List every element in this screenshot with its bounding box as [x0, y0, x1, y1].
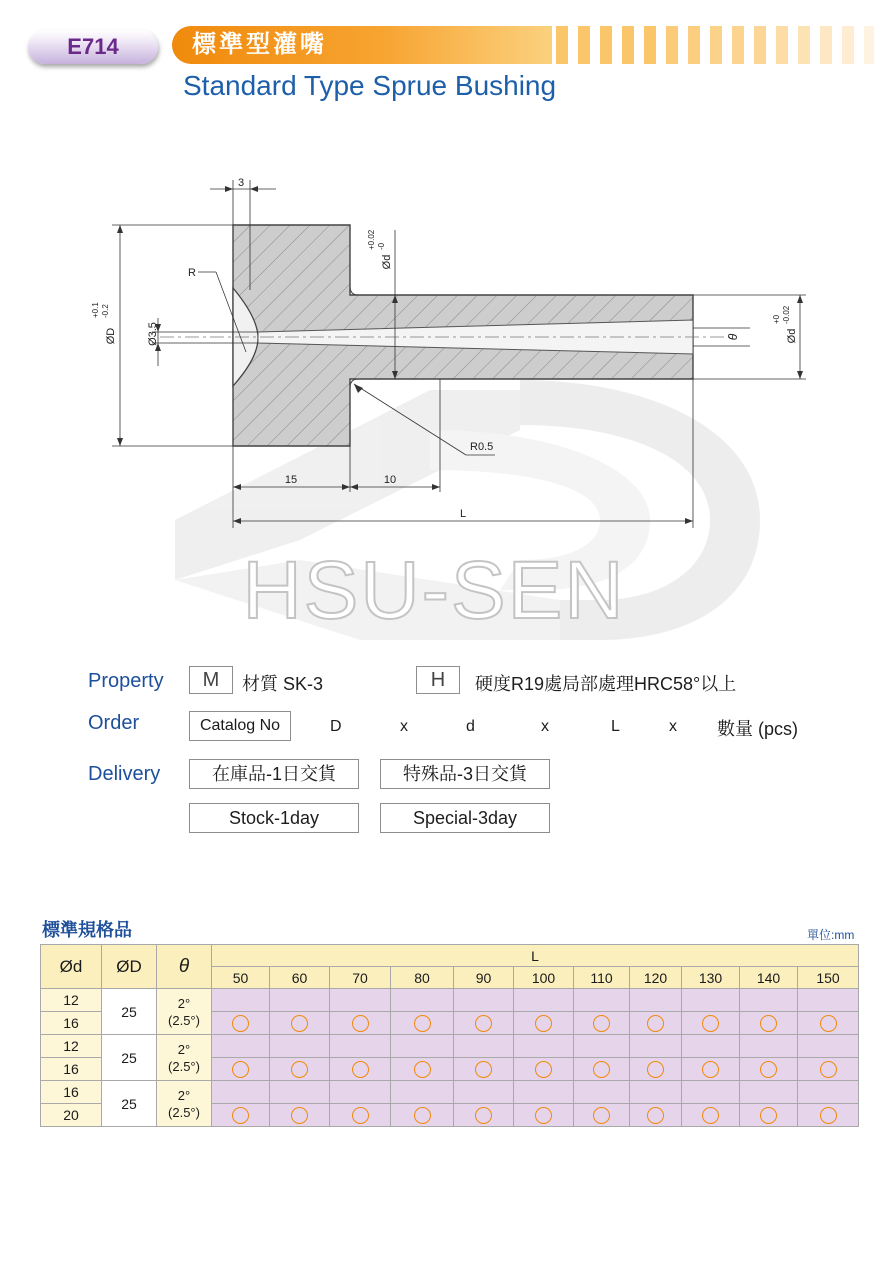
stock-circle-icon [760, 1107, 777, 1124]
header-L-value: 130 [682, 967, 740, 989]
availability-empty [740, 1035, 798, 1058]
dim-15-label: 15 [284, 474, 298, 486]
cell-D: 25 [102, 1035, 157, 1081]
availability-empty [514, 1035, 574, 1058]
stock-circle-icon [232, 1107, 249, 1124]
availability-empty [270, 1081, 330, 1104]
availability-cell [630, 1058, 682, 1081]
property-h-box: H [416, 666, 460, 694]
stock-circle-icon [475, 1015, 492, 1032]
availability-empty [574, 1081, 630, 1104]
availability-empty [330, 1035, 391, 1058]
stock-circle-icon [352, 1015, 369, 1032]
availability-cell [212, 1104, 270, 1127]
dim-l-label: L [459, 508, 467, 520]
header-L-value: 80 [391, 967, 454, 989]
cell-D: 25 [102, 989, 157, 1035]
stock-circle-icon [291, 1061, 308, 1078]
dim-dsmall-tol-lower: -0 [377, 242, 386, 250]
cell-theta [157, 1035, 212, 1081]
delivery-special-zh: 特殊品-3日交貨 [380, 759, 550, 789]
availability-cell [212, 1012, 270, 1035]
availability-empty [630, 989, 682, 1012]
property-hardness: 硬度R19處局部處理HRC58°以上 [475, 674, 737, 694]
property-label: Property [88, 670, 164, 692]
catalog-code-badge: E714 [28, 30, 158, 64]
cell-theta-main: 2° [177, 995, 191, 1011]
availability-cell [391, 1104, 454, 1127]
table-unit: 單位:mm [807, 928, 855, 942]
availability-empty [212, 1035, 270, 1058]
availability-cell [682, 1058, 740, 1081]
stock-circle-icon [414, 1107, 431, 1124]
dim-35-label: Ø3.5 [147, 322, 159, 346]
header-L-value: 90 [454, 967, 514, 989]
order-catalog-box: Catalog No [189, 711, 291, 741]
availability-cell [391, 1012, 454, 1035]
stock-circle-icon [352, 1107, 369, 1124]
cell-d: 20 [41, 1104, 102, 1127]
availability-empty [270, 1035, 330, 1058]
stock-circle-icon [702, 1107, 719, 1124]
page-title-en: Standard Type Sprue Bushing [183, 70, 557, 101]
availability-cell [630, 1104, 682, 1127]
availability-empty [740, 989, 798, 1012]
availability-cell [798, 1104, 859, 1127]
stock-circle-icon [702, 1015, 719, 1032]
label-r: R [188, 267, 196, 279]
availability-cell [574, 1058, 630, 1081]
availability-cell [212, 1058, 270, 1081]
order-token-x2: x [541, 718, 549, 735]
stock-circle-icon [414, 1061, 431, 1078]
stock-circle-icon [760, 1015, 777, 1032]
page-title-zh: 標準型灌嘴 [172, 26, 552, 64]
stock-circle-icon [702, 1061, 719, 1078]
stock-circle-icon [475, 1107, 492, 1124]
availability-cell [682, 1104, 740, 1127]
stock-circle-icon [820, 1107, 837, 1124]
label-theta: θ [726, 333, 740, 341]
dim-dbig-tol-upper: +0.1 [91, 302, 100, 318]
stock-circle-icon [647, 1061, 664, 1078]
availability-empty [630, 1081, 682, 1104]
header-theta: θ [157, 945, 212, 989]
cell-theta-alt: (2.5°) [168, 1104, 200, 1120]
delivery-special-en: Special-3day [380, 803, 550, 833]
cell-D: 25 [102, 1081, 157, 1127]
availability-cell [330, 1058, 391, 1081]
stock-circle-icon [535, 1061, 552, 1078]
delivery-stock-zh: 在庫品-1日交貨 [189, 759, 359, 789]
availability-empty [391, 1081, 454, 1104]
availability-cell [798, 1012, 859, 1035]
availability-cell [454, 1012, 514, 1035]
order-token-x3: x [669, 718, 677, 735]
header-L-value: 120 [630, 967, 682, 989]
order-token-x1: x [400, 718, 408, 735]
availability-cell [574, 1012, 630, 1035]
dim-dbig-tol-lower: -0.2 [101, 304, 110, 318]
availability-empty [454, 989, 514, 1012]
availability-empty [454, 1035, 514, 1058]
availability-empty [330, 989, 391, 1012]
stock-circle-icon [232, 1061, 249, 1078]
order-quantity: 數量 (pcs) [717, 719, 798, 739]
availability-empty [574, 989, 630, 1012]
availability-cell [454, 1104, 514, 1127]
stock-circle-icon [820, 1061, 837, 1078]
label-r05: R0.5 [470, 441, 494, 453]
availability-empty [454, 1081, 514, 1104]
technical-drawing [0, 150, 890, 640]
header-stripes [556, 26, 876, 64]
header-L: L [212, 945, 859, 967]
header-L-value: 70 [330, 967, 391, 989]
availability-cell [270, 1012, 330, 1035]
property-m-box: M [189, 666, 233, 694]
availability-empty [740, 1081, 798, 1104]
stock-circle-icon [291, 1107, 308, 1124]
availability-cell [740, 1104, 798, 1127]
availability-cell [514, 1104, 574, 1127]
dim-dsmall-tol-upper: +0.02 [367, 229, 376, 250]
cell-theta [157, 989, 212, 1035]
stock-circle-icon [352, 1061, 369, 1078]
stock-circle-icon [820, 1015, 837, 1032]
availability-empty [391, 1035, 454, 1058]
dim-dright-tol-upper: +0 [772, 314, 781, 324]
availability-empty [270, 989, 330, 1012]
order-label: Order [88, 712, 140, 734]
availability-empty [798, 1035, 859, 1058]
stock-circle-icon [475, 1061, 492, 1078]
order-token-L: L [611, 718, 620, 735]
cell-d: 12 [41, 989, 102, 1012]
availability-cell [740, 1012, 798, 1035]
header-L-value: 140 [740, 967, 798, 989]
availability-empty [630, 1035, 682, 1058]
availability-empty [212, 1081, 270, 1104]
availability-empty [798, 989, 859, 1012]
availability-cell [391, 1058, 454, 1081]
header-L-value: 50 [212, 967, 270, 989]
stock-circle-icon [593, 1107, 610, 1124]
dim-dbig-label: ØD [105, 327, 117, 345]
availability-cell [330, 1012, 391, 1035]
header-D: ØD [102, 945, 157, 989]
delivery-stock-en: Stock-1day [189, 803, 359, 833]
dim-dright-label: Ød [786, 328, 798, 344]
stock-circle-icon [760, 1061, 777, 1078]
cell-d: 16 [41, 1081, 102, 1104]
delivery-label: Delivery [88, 763, 161, 785]
property-material: 材質 SK-3 [242, 674, 324, 694]
stock-circle-icon [647, 1107, 664, 1124]
spec-table [40, 944, 859, 1127]
header-d: Ød [41, 945, 102, 989]
stock-circle-icon [535, 1015, 552, 1032]
availability-cell [630, 1012, 682, 1035]
header-L-value: 110 [574, 967, 630, 989]
cell-theta-main: 2° [177, 1041, 191, 1057]
stock-circle-icon [647, 1015, 664, 1032]
availability-cell [514, 1058, 574, 1081]
dim-3-label: 3 [237, 177, 245, 189]
availability-empty [391, 989, 454, 1012]
cell-theta-alt: (2.5°) [168, 1058, 200, 1074]
availability-cell [682, 1012, 740, 1035]
availability-cell [740, 1058, 798, 1081]
dim-10-label: 10 [383, 474, 397, 486]
order-token-d: d [466, 718, 475, 735]
stock-circle-icon [291, 1015, 308, 1032]
cell-theta [157, 1081, 212, 1127]
availability-cell [270, 1104, 330, 1127]
table-title: 標準規格品 [42, 920, 132, 940]
cell-theta-alt: (2.5°) [168, 1012, 200, 1028]
stock-circle-icon [232, 1015, 249, 1032]
availability-empty [574, 1035, 630, 1058]
availability-empty [212, 989, 270, 1012]
availability-cell [330, 1104, 391, 1127]
header-L-value: 60 [270, 967, 330, 989]
availability-empty [514, 1081, 574, 1104]
stock-circle-icon [414, 1015, 431, 1032]
availability-cell [514, 1012, 574, 1035]
header-L-value: 150 [798, 967, 859, 989]
cell-theta-main: 2° [177, 1087, 191, 1103]
dim-dright-tol-lower: -0.02 [782, 305, 791, 324]
availability-empty [330, 1081, 391, 1104]
header-L-value: 100 [514, 967, 574, 989]
cell-d: 16 [41, 1058, 102, 1081]
availability-empty [682, 989, 740, 1012]
watermark-text: HSU-SEN [242, 545, 626, 636]
availability-cell [270, 1058, 330, 1081]
cell-d: 12 [41, 1035, 102, 1058]
availability-empty [798, 1081, 859, 1104]
stock-circle-icon [535, 1107, 552, 1124]
availability-cell [574, 1104, 630, 1127]
availability-cell [798, 1058, 859, 1081]
dim-dsmall-label: Ød [381, 254, 393, 270]
stock-circle-icon [593, 1061, 610, 1078]
stock-circle-icon [593, 1015, 610, 1032]
cell-d: 16 [41, 1012, 102, 1035]
order-token-D: D [330, 718, 342, 735]
availability-empty [682, 1035, 740, 1058]
availability-cell [454, 1058, 514, 1081]
availability-empty [682, 1081, 740, 1104]
availability-empty [514, 989, 574, 1012]
